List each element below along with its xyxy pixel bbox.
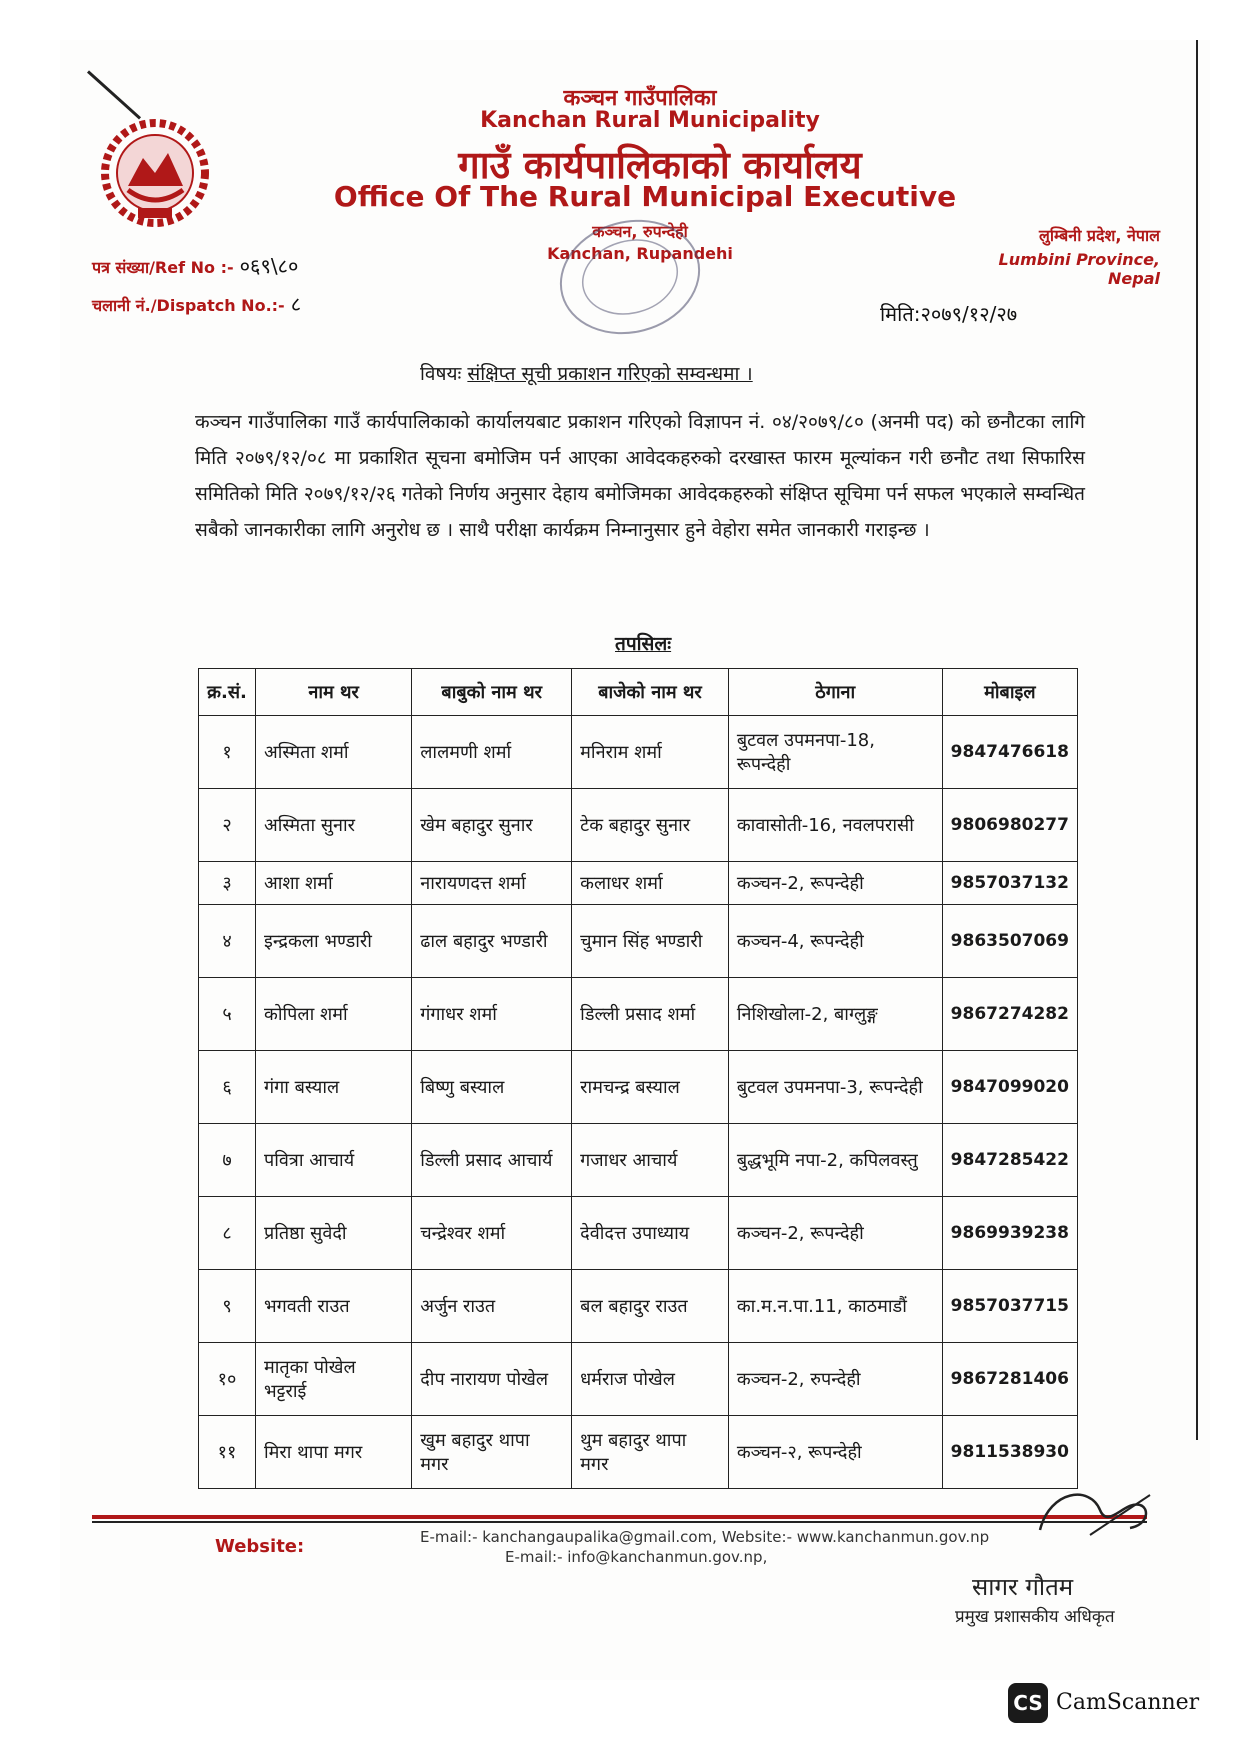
cell-sn: १ bbox=[199, 716, 256, 789]
cell-mobile: 9857037132 bbox=[942, 862, 1077, 905]
cell-grandfather: थुम बहादुर थापा मगर bbox=[572, 1416, 729, 1489]
col-header-father: बाबुको नाम थर bbox=[412, 669, 572, 716]
footer-website-label: Website: bbox=[215, 1536, 305, 1557]
cell-sn: ४ bbox=[199, 905, 256, 978]
cell-name: भगवती राउत bbox=[256, 1270, 412, 1343]
province-en: Lumbini Province, Nepal bbox=[998, 250, 1160, 288]
cell-sn: ८ bbox=[199, 1197, 256, 1270]
cell-sn: ५ bbox=[199, 978, 256, 1051]
location-en: Kanchan, Rupandehi bbox=[547, 244, 733, 263]
cell-address: कञ्चन-2, रूपन्देही bbox=[728, 862, 942, 905]
table-row bbox=[199, 789, 1078, 862]
table-row bbox=[199, 1124, 1078, 1197]
table-row bbox=[199, 716, 1078, 789]
dispatch-label: चलानी नं./Dispatch No.:- bbox=[92, 296, 285, 315]
col-header-mobile: मोबाइल bbox=[942, 669, 1077, 716]
table-row bbox=[199, 905, 1078, 978]
cell-name: मातृका पोखेल भट्टराई bbox=[256, 1343, 412, 1416]
cell-father: ढाल बहादुर भण्डारी bbox=[412, 905, 572, 978]
cell-grandfather: बल बहादुर राउत bbox=[572, 1270, 729, 1343]
col-header-sn: क्र.सं. bbox=[199, 669, 256, 716]
page-edge bbox=[1196, 40, 1198, 1440]
cell-mobile: 9847099020 bbox=[942, 1051, 1077, 1124]
cell-address: कावासोती-16, नवलपरासी bbox=[728, 789, 942, 862]
cell-sn: ११ bbox=[199, 1416, 256, 1489]
cell-grandfather: गजाधर आचार्य bbox=[572, 1124, 729, 1197]
signatory-name: सागर गौतम bbox=[972, 1573, 1074, 1601]
cell-grandfather: टेक बहादुर सुनार bbox=[572, 789, 729, 862]
camscanner-logo-icon: CS bbox=[1008, 1683, 1048, 1723]
cell-address: निशिखोला-2, बाग्लुङ्ग bbox=[728, 978, 942, 1051]
cell-father: चन्द्रेश्वर शर्मा bbox=[412, 1197, 572, 1270]
cell-father: बिष्णु बस्याल bbox=[412, 1051, 572, 1124]
ref-value: ०६९\८० bbox=[239, 254, 299, 278]
footer-rule-black bbox=[92, 1521, 1147, 1523]
cell-name: आशा शर्मा bbox=[256, 862, 412, 905]
cell-sn: ३ bbox=[199, 862, 256, 905]
dispatch-number bbox=[92, 290, 301, 317]
cell-grandfather: देवीदत्त उपाध्याय bbox=[572, 1197, 729, 1270]
table-row bbox=[199, 1270, 1078, 1343]
cell-address: बुद्धभूमि नपा-2, कपिलवस्तु bbox=[728, 1124, 942, 1197]
table-row bbox=[199, 1051, 1078, 1124]
cell-name: पवित्रा आचार्य bbox=[256, 1124, 412, 1197]
cell-mobile: 9806980277 bbox=[942, 789, 1077, 862]
cell-sn: २ bbox=[199, 789, 256, 862]
cell-address: बुटवल उपमनपा-3, रूपन्देही bbox=[728, 1051, 942, 1124]
cell-name: कोपिला शर्मा bbox=[256, 978, 412, 1051]
cell-father: नारायणदत्त शर्मा bbox=[412, 862, 572, 905]
subject-text: संक्षिप्त सूची प्रकाशन गरिएको सम्वन्धमा । bbox=[467, 363, 753, 385]
subject-label: विषयः bbox=[420, 363, 462, 385]
letter-date: मिति:२०७९/१२/२७ bbox=[880, 302, 1018, 326]
cell-name: इन्द्रकला भण्डारी bbox=[256, 905, 412, 978]
cell-grandfather: धर्मराज पोखेल bbox=[572, 1343, 729, 1416]
location-np: कञ्चन, रुपन्देही bbox=[592, 222, 688, 241]
cell-sn: ६ bbox=[199, 1051, 256, 1124]
org-name-np: कञ्चन गाउँपालिका bbox=[563, 86, 717, 111]
org-name-en: Kanchan Rural Municipality bbox=[480, 108, 820, 133]
ref-label: पत्र संख्या/Ref No :- bbox=[92, 258, 234, 277]
cell-address: कञ्चन-4, रूपन्देही bbox=[728, 905, 942, 978]
cell-father: डिल्ली प्रसाद आचार्य bbox=[412, 1124, 572, 1197]
cell-mobile: 9811538930 bbox=[942, 1416, 1077, 1489]
cell-grandfather: मनिराम शर्मा bbox=[572, 716, 729, 789]
table-row bbox=[199, 1343, 1078, 1416]
cell-mobile: 9867281406 bbox=[942, 1343, 1077, 1416]
subject-line bbox=[420, 360, 753, 386]
table-row bbox=[199, 1416, 1078, 1489]
signatory-title: प्रमुख प्रशासकीय अधिकृत bbox=[955, 1607, 1115, 1627]
camscanner-watermark: CamScanner bbox=[1056, 1690, 1200, 1715]
cell-mobile: 9847285422 bbox=[942, 1124, 1077, 1197]
province-np: लुम्बिनी प्रदेश, नेपाल bbox=[1038, 226, 1160, 245]
table-row bbox=[199, 978, 1078, 1051]
cell-name: मिरा थापा मगर bbox=[256, 1416, 412, 1489]
signature-icon bbox=[1030, 1480, 1160, 1550]
cell-address: कञ्चन-२, रूपन्देही bbox=[728, 1416, 942, 1489]
cell-father: गंगाधर शर्मा bbox=[412, 978, 572, 1051]
body-paragraph: कञ्चन गाउँपालिका गाउँ कार्यपालिकाको कार्यालयबाट प्रकाशन गरिएको विज्ञापन नं. ०४/२०७९/८० (अनमी पद) को छनौटका लागि मिति २०७९/१२/०८ मा प्रकाशित सूचना बमोजिम पर्न आएका आवेदकहरुको दरखास्त फारम मूल्यांकन गरी छनौट तथा सिफारिस समितिको मिति २०७९/१२/२६ गतेको निर्णय अनुसार देहाय बमोजिमका आवेदकहरुको संक्षिप्त सूचिमा पर्न सफल भएकाले सम्वन्धित सबैको जानकारीका लागि अनुरोध छ । साथै परीक्षा कार्यक्रम निम्नानुसार हुने वेहोरा समेत जानकारी गराइन्छ । bbox=[195, 411, 1085, 541]
table-header-row bbox=[199, 669, 1078, 716]
shortlist-table bbox=[198, 668, 1078, 1489]
cell-mobile: 9869939238 bbox=[942, 1197, 1077, 1270]
cell-grandfather: डिल्ली प्रसाद शर्मा bbox=[572, 978, 729, 1051]
cell-father: खुम बहादुर थापा मगर bbox=[412, 1416, 572, 1489]
footer-email-line: E-mail:- info@kanchanmun.gov.np, bbox=[505, 1548, 768, 1566]
table-title: तपसिलः bbox=[615, 633, 672, 655]
cell-sn: ७ bbox=[199, 1124, 256, 1197]
cell-father: दीप नारायण पोखेल bbox=[412, 1343, 572, 1416]
cell-mobile: 9857037715 bbox=[942, 1270, 1077, 1343]
cell-name: प्रतिष्ठा सुवेदी bbox=[256, 1197, 412, 1270]
cell-address: बुटवल उपमनपा-18, रूपन्देही bbox=[728, 716, 942, 789]
cell-mobile: 9847476618 bbox=[942, 716, 1077, 789]
cell-mobile: 9867274282 bbox=[942, 978, 1077, 1051]
col-header-name: नाम थर bbox=[256, 669, 412, 716]
cell-name: अस्मिता शर्मा bbox=[256, 716, 412, 789]
table-row bbox=[199, 862, 1078, 905]
cell-grandfather: रामचन्द्र बस्याल bbox=[572, 1051, 729, 1124]
cell-sn: ९ bbox=[199, 1270, 256, 1343]
cell-name: गंगा बस्याल bbox=[256, 1051, 412, 1124]
cell-sn: १० bbox=[199, 1343, 256, 1416]
cell-mobile: 9863507069 bbox=[942, 905, 1077, 978]
cell-father: लालमणी शर्मा bbox=[412, 716, 572, 789]
cell-name: अस्मिता सुनार bbox=[256, 789, 412, 862]
cell-father: अर्जुन राउत bbox=[412, 1270, 572, 1343]
cell-grandfather: चुमान सिंह भण्डारी bbox=[572, 905, 729, 978]
cell-address: कञ्चन-2, रूपन्देही bbox=[728, 1197, 942, 1270]
footer-rule-red bbox=[92, 1515, 1147, 1519]
cell-address: कञ्चन-2, रुपन्देही bbox=[728, 1343, 942, 1416]
cell-father: खेम बहादुर सुनार bbox=[412, 789, 572, 862]
office-stamp-icon bbox=[540, 212, 720, 342]
office-name-np: गाउँ कार्यपालिकाको कार्यालय bbox=[458, 143, 862, 187]
table-row bbox=[199, 1197, 1078, 1270]
office-name-en: Office Of The Rural Municipal Executive bbox=[333, 180, 957, 213]
cell-grandfather: कलाधर शर्मा bbox=[572, 862, 729, 905]
col-header-grandfather: बाजेको नाम थर bbox=[572, 669, 729, 716]
dispatch-value: ८ bbox=[290, 292, 302, 316]
ref-number bbox=[92, 252, 298, 279]
footer-contact-line: E-mail:- kanchangaupalika@gmail.com, Website:- www.kanchanmun.gov.np bbox=[420, 1528, 990, 1546]
cell-address: का.म.न.पा.11, काठमाडौं bbox=[728, 1270, 942, 1343]
col-header-address: ठेगाना bbox=[728, 669, 942, 716]
nepal-emblem-icon bbox=[98, 118, 213, 228]
